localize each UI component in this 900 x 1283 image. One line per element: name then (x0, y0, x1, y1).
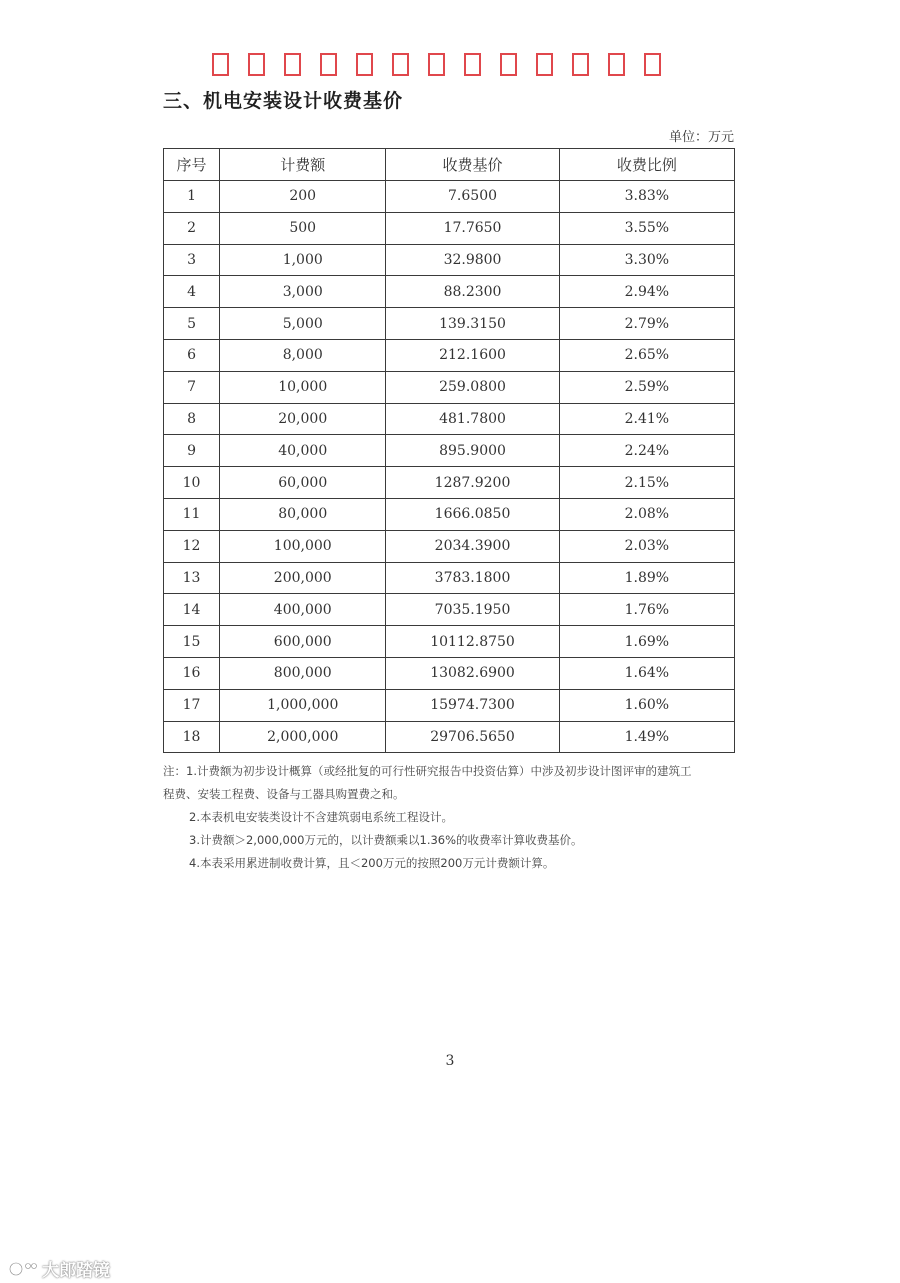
cell-no: 4 (164, 276, 220, 308)
cell-fee-ratio: 3.83% (559, 181, 734, 213)
cell-fee-amount: 5,000 (220, 308, 386, 340)
cell-fee-amount: 60,000 (220, 467, 386, 499)
header-box (644, 53, 661, 76)
cell-base-price: 1287.9200 (386, 467, 559, 499)
table-header-row (164, 149, 735, 181)
cell-no: 6 (164, 339, 220, 371)
header-boxes (212, 53, 661, 76)
cell-no: 16 (164, 657, 220, 689)
cell-base-price: 13082.6900 (386, 657, 559, 689)
header-box (572, 53, 589, 76)
cell-no: 12 (164, 530, 220, 562)
header-box (392, 53, 409, 76)
table-row (164, 339, 735, 371)
cell-fee-amount: 2,000,000 (220, 721, 386, 753)
unit-label: 单位：万元 (668, 130, 734, 145)
cell-no: 8 (164, 403, 220, 435)
header-box (500, 53, 517, 76)
table-row (164, 498, 735, 530)
note-1-line-1: 注：1.计费额为初步设计概算（或经批复的可行性研究报告中投资估算）中涉及初步设计图评审的建筑工 (163, 764, 692, 778)
cell-base-price: 29706.5650 (386, 721, 559, 753)
note-4: 4.本表采用累进制收费计算，且＜200万元的按照200万元计费额计算。 (189, 856, 555, 870)
notes (163, 760, 743, 875)
cell-base-price: 32.9800 (386, 244, 559, 276)
cell-fee-ratio: 2.65% (559, 339, 734, 371)
cell-fee-amount: 400,000 (220, 594, 386, 626)
header-box (356, 53, 373, 76)
cell-base-price: 1666.0850 (386, 498, 559, 530)
note-1-line-2: 程费、安装工程费、设备与工器具购置费之和。 (163, 787, 405, 801)
cell-fee-amount: 1,000 (220, 244, 386, 276)
cell-fee-amount: 200 (220, 181, 386, 213)
page-number: 3 (445, 1053, 455, 1069)
cell-no: 15 (164, 626, 220, 658)
cell-no: 18 (164, 721, 220, 753)
cell-fee-amount: 10,000 (220, 371, 386, 403)
cell-base-price: 895.9000 (386, 435, 559, 467)
header-box (536, 53, 553, 76)
table-row (164, 657, 735, 689)
table-row (164, 181, 735, 213)
cell-base-price: 259.0800 (386, 371, 559, 403)
cell-fee-ratio: 1.49% (559, 721, 734, 753)
table-row (164, 689, 735, 721)
cell-base-price: 2034.3900 (386, 530, 559, 562)
cell-fee-amount: 20,000 (220, 403, 386, 435)
cell-no: 2 (164, 212, 220, 244)
header-box (428, 53, 445, 76)
table-row (164, 626, 735, 658)
cell-base-price: 88.2300 (386, 276, 559, 308)
cell-fee-ratio: 3.30% (559, 244, 734, 276)
header-fee-ratio: 收费比例 (559, 149, 734, 181)
watermark-text: 大郎踏镜 (42, 1261, 110, 1281)
cell-base-price: 7.6500 (386, 181, 559, 213)
cell-fee-ratio: 2.41% (559, 403, 734, 435)
cell-no: 7 (164, 371, 220, 403)
table-row (164, 212, 735, 244)
cell-fee-ratio: 2.15% (559, 467, 734, 499)
cell-fee-amount: 600,000 (220, 626, 386, 658)
cell-fee-amount: 8,000 (220, 339, 386, 371)
table-row (164, 403, 735, 435)
cell-fee-amount: 800,000 (220, 657, 386, 689)
header-base-price: 收费基价 (386, 149, 559, 181)
table-body (164, 181, 735, 753)
cell-base-price: 7035.1950 (386, 594, 559, 626)
cell-fee-amount: 100,000 (220, 530, 386, 562)
cell-base-price: 10112.8750 (386, 626, 559, 658)
table-row (164, 276, 735, 308)
table-row (164, 435, 735, 467)
table-row (164, 371, 735, 403)
cell-fee-amount: 500 (220, 212, 386, 244)
watermark (8, 1256, 110, 1281)
header-box (212, 53, 229, 76)
table-row (164, 244, 735, 276)
cell-fee-amount: 40,000 (220, 435, 386, 467)
header-box (320, 53, 337, 76)
cell-base-price: 481.7800 (386, 403, 559, 435)
fee-table (163, 148, 735, 753)
table-row (164, 594, 735, 626)
cell-fee-ratio: 2.79% (559, 308, 734, 340)
section-title: 三、机电安装设计收费基价 (163, 90, 404, 112)
header-box (464, 53, 481, 76)
cell-fee-ratio: 1.89% (559, 562, 734, 594)
cell-fee-ratio: 2.08% (559, 498, 734, 530)
header-box (248, 53, 265, 76)
table-row (164, 308, 735, 340)
header-box (284, 53, 301, 76)
cell-no: 3 (164, 244, 220, 276)
cell-no: 5 (164, 308, 220, 340)
header-no: 序号 (164, 149, 220, 181)
cell-fee-ratio: 2.24% (559, 435, 734, 467)
cell-no: 13 (164, 562, 220, 594)
cell-no: 1 (164, 181, 220, 213)
cell-base-price: 3783.1800 (386, 562, 559, 594)
cell-fee-ratio: 2.59% (559, 371, 734, 403)
cell-no: 17 (164, 689, 220, 721)
cell-no: 9 (164, 435, 220, 467)
cell-fee-ratio: 3.55% (559, 212, 734, 244)
header-box (608, 53, 625, 76)
cell-fee-ratio: 1.64% (559, 657, 734, 689)
watermark-logo-icon (8, 1260, 38, 1278)
cell-fee-ratio: 2.03% (559, 530, 734, 562)
cell-fee-ratio: 1.76% (559, 594, 734, 626)
cell-base-price: 212.1600 (386, 339, 559, 371)
note-3: 3.计费额＞2,000,000万元的，以计费额乘以1.36%的收费率计算收费基价。 (189, 833, 583, 847)
note-2: 2.本表机电安装类设计不含建筑弱电系统工程设计。 (189, 810, 453, 824)
cell-fee-amount: 3,000 (220, 276, 386, 308)
cell-no: 11 (164, 498, 220, 530)
cell-fee-amount: 80,000 (220, 498, 386, 530)
table-row (164, 721, 735, 753)
table-row (164, 530, 735, 562)
cell-fee-ratio: 1.60% (559, 689, 734, 721)
cell-base-price: 139.3150 (386, 308, 559, 340)
table-row (164, 467, 735, 499)
header-fee-amount: 计费额 (220, 149, 386, 181)
cell-fee-amount: 1,000,000 (220, 689, 386, 721)
cell-no: 10 (164, 467, 220, 499)
cell-fee-ratio: 2.94% (559, 276, 734, 308)
cell-fee-amount: 200,000 (220, 562, 386, 594)
cell-fee-ratio: 1.69% (559, 626, 734, 658)
cell-base-price: 15974.7300 (386, 689, 559, 721)
cell-base-price: 17.7650 (386, 212, 559, 244)
table-row (164, 562, 735, 594)
cell-no: 14 (164, 594, 220, 626)
